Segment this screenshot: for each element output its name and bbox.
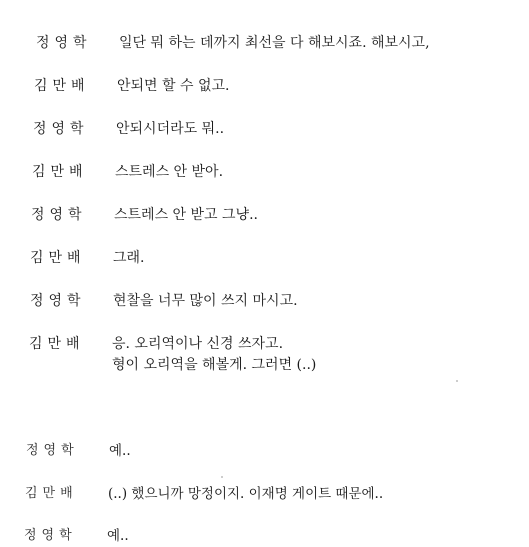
utterance-line: 스트레스 안 받아. bbox=[115, 164, 224, 180]
utterance-line: 스트레스 안 받고 그냥.. bbox=[114, 207, 258, 223]
speaker-name: 김만배 bbox=[30, 250, 86, 266]
speaker-name: 정영학 bbox=[24, 528, 77, 543]
scan-speck bbox=[456, 380, 458, 382]
utterance-line: (..) 했으니까 망정이지. 이재명 게이트 때문에.. bbox=[108, 486, 384, 502]
speaker-name: 정영학 bbox=[26, 443, 79, 458]
speaker-name: 정영학 bbox=[30, 293, 86, 309]
utterance-line: 현찰을 너무 많이 쓰지 마시고. bbox=[113, 293, 298, 309]
speaker-name: 김만배 bbox=[25, 486, 78, 501]
scan-speck bbox=[221, 476, 223, 478]
speaker-name: 김만배 bbox=[34, 78, 90, 94]
utterance-line: 안되면 할 수 없고. bbox=[117, 78, 230, 94]
speaker-name: 정영학 bbox=[31, 207, 87, 223]
speaker-name: 정영학 bbox=[36, 35, 92, 51]
utterance-line: 안되시더라도 뭐.. bbox=[116, 121, 225, 137]
speaker-name: 정영학 bbox=[33, 121, 89, 137]
utterance-line: 예.. bbox=[107, 528, 129, 544]
utterance-line: 일단 뭐 하는 데까지 최선을 다 해보시죠. 해보시고, bbox=[119, 35, 430, 51]
speaker-name: 김만배 bbox=[32, 164, 88, 180]
speaker-name: 김만배 bbox=[29, 336, 85, 352]
utterance-line: 형이 오리역을 해볼게. 그러면 (..) bbox=[112, 357, 317, 373]
utterance-line: 그래. bbox=[113, 250, 145, 266]
utterance-line: 응. 오리역이나 신경 쓰자고. bbox=[112, 336, 284, 352]
utterance-line: 예.. bbox=[109, 443, 131, 459]
